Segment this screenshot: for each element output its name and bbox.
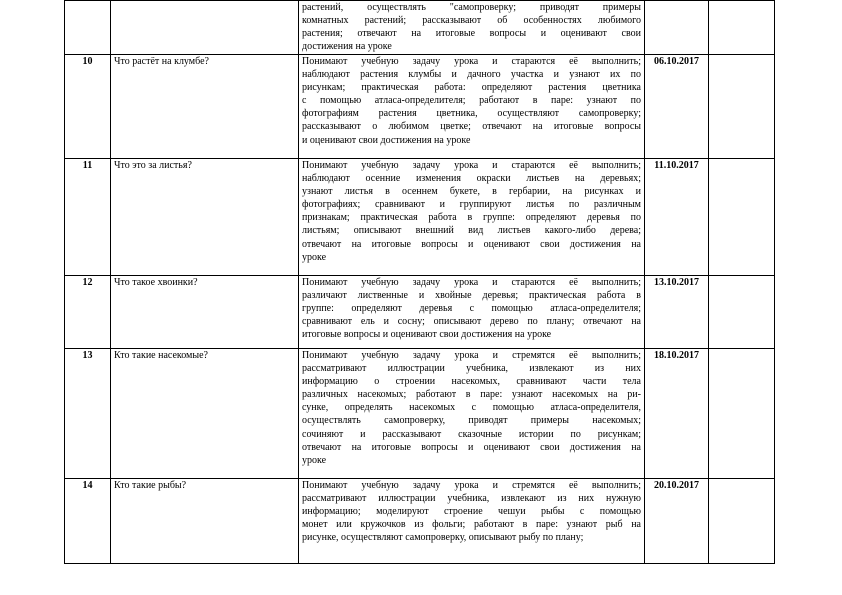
activity-line: рисунке, осуществляют самопроверку, описывают рыбу по плану; xyxy=(302,532,584,544)
activity-line: фотографиях; сравнивают и группируют листья по различным xyxy=(302,199,641,211)
activity-line: с помощью атласа-определителя; работают в паре: узнают по xyxy=(302,95,641,107)
lesson-topic: Что это за листья? xyxy=(111,158,299,275)
activity-line: информацию о строении насекомых, сравнивают части тела xyxy=(302,375,641,387)
activity-line: рисункам; практическая работа: определяют растения цветника xyxy=(302,81,641,93)
actual-date-cell xyxy=(709,348,775,478)
lesson-date: 18.10.2017 xyxy=(645,348,709,478)
lesson-date: 06.10.2017 xyxy=(645,54,709,158)
activity-line: наблюдают осенние изменения окраски листьев на деревьях; xyxy=(302,172,641,184)
actual-date-cell xyxy=(709,275,775,348)
activity-line: фотографиям растения цветника, осуществляют самопроверку; xyxy=(302,108,641,120)
activity-line: монет или кружочков из фольги; работают в паре: узнают рыб на xyxy=(302,519,641,531)
student-activities xyxy=(299,478,645,563)
activity-line: рассказывают о любимом цветке; отвечают на итоговые вопросы xyxy=(302,121,641,133)
activity-line: Понимают учебную задачу урока и стараются её выполнить; xyxy=(302,159,641,171)
activity-line: наблюдают растения клумбы и дачного участка и узнают их по xyxy=(302,68,641,80)
activity-line: различают лиственные и хвойные деревья; практическая работа в xyxy=(302,289,641,301)
student-activities xyxy=(299,275,645,348)
lesson-row xyxy=(65,275,775,348)
activity-line: сочиняют и рассказывают сказочные истории по рисункам; xyxy=(302,428,641,440)
activity-line: узнают листья в осеннем букете, в гербарии, на рисунках и xyxy=(302,185,641,197)
activity-line: растений, осуществлять "самопроверку; приводят примеры xyxy=(302,2,641,13)
activity-line: информацию; моделируют строение чешуи рыбы с помощью xyxy=(302,505,641,517)
lesson-row xyxy=(65,158,775,275)
lesson-plan-table xyxy=(64,0,775,564)
lesson-topic: Кто такие рыбы? xyxy=(111,478,299,563)
lesson-date: 11.10.2017 xyxy=(645,158,709,275)
student-activities xyxy=(299,54,645,158)
lesson-topic: Что растёт на клумбе? xyxy=(111,54,299,158)
lesson-plan-body xyxy=(65,1,775,564)
student-activities xyxy=(299,1,645,55)
activity-line: сравнивают ель и сосну; описывают дерево по плану; отвечают на xyxy=(302,316,641,328)
actual-date-cell xyxy=(709,158,775,275)
lesson-topic xyxy=(111,1,299,55)
activity-line: сунке, определять насекомых с помощью атласа-определителя, xyxy=(302,402,641,414)
lesson-number: 11 xyxy=(65,158,111,275)
activity-line: рассматривают иллюстрации учебника, извлекают из них нужную xyxy=(302,492,641,504)
lesson-row xyxy=(65,478,775,563)
lesson-row xyxy=(65,1,775,55)
activity-line: растения; отвечают на итоговые вопросы и оценивают свои xyxy=(302,28,641,40)
activity-line: достижения на уроке xyxy=(302,41,392,53)
activity-line: уроке xyxy=(302,251,327,263)
lesson-row xyxy=(65,54,775,158)
actual-date-cell xyxy=(709,1,775,55)
lesson-topic: Что такое хвоинки? xyxy=(111,275,299,348)
student-activities xyxy=(299,348,645,478)
activity-line: признакам; практическая работа в группе: определяют деревья по xyxy=(302,212,641,224)
lesson-date: 13.10.2017 xyxy=(645,275,709,348)
activity-line: группе: определяют деревья с помощью атласа-определителя; xyxy=(302,302,641,314)
lesson-date: 20.10.2017 xyxy=(645,478,709,563)
student-activities xyxy=(299,158,645,275)
lesson-date xyxy=(645,1,709,55)
activity-line: различных насекомых; работают в паре: узнают насекомых на ри- xyxy=(302,389,641,401)
lesson-row xyxy=(65,348,775,478)
activity-line: Понимают учебную задачу урока и стараются её выполнить; xyxy=(302,55,641,67)
actual-date-cell xyxy=(709,54,775,158)
activity-line: листьям; описывают внешний вид листьев какого-либо дерева; xyxy=(302,225,641,237)
lesson-number: 12 xyxy=(65,275,111,348)
activity-line: Понимают учебную задачу урока и стремятся её выполнить; xyxy=(302,479,641,491)
activity-line: рассматривают иллюстрации учебника, извлекают из них xyxy=(302,362,641,374)
lesson-number xyxy=(65,1,111,55)
activity-line: итоговые вопросы и оценивают свои достижения на уроке xyxy=(302,329,552,341)
activity-line: Понимают учебную задачу урока и стараются её выполнить; xyxy=(302,276,641,288)
activity-line: отвечают на итоговые вопросы и оценивают свои достижения на xyxy=(302,238,641,250)
activity-line: Понимают учебную задачу урока и стремятся её выполнить; xyxy=(302,349,641,361)
lesson-topic: Кто такие насекомые? xyxy=(111,348,299,478)
lesson-number: 13 xyxy=(65,348,111,478)
lesson-number: 10 xyxy=(65,54,111,158)
lesson-number: 14 xyxy=(65,478,111,563)
activity-line: осуществлять самопроверку, приводят примеры насекомых; xyxy=(302,415,641,427)
activity-line: и оценивают свои достижения на уроке xyxy=(302,134,471,146)
actual-date-cell xyxy=(709,478,775,563)
activity-line: комнатных растений; рассказывают об особенностях любимого xyxy=(302,15,641,27)
activity-line: отвечают на итоговые вопросы и оценивают свои достижения на xyxy=(302,441,641,453)
activity-line: уроке xyxy=(302,454,327,466)
